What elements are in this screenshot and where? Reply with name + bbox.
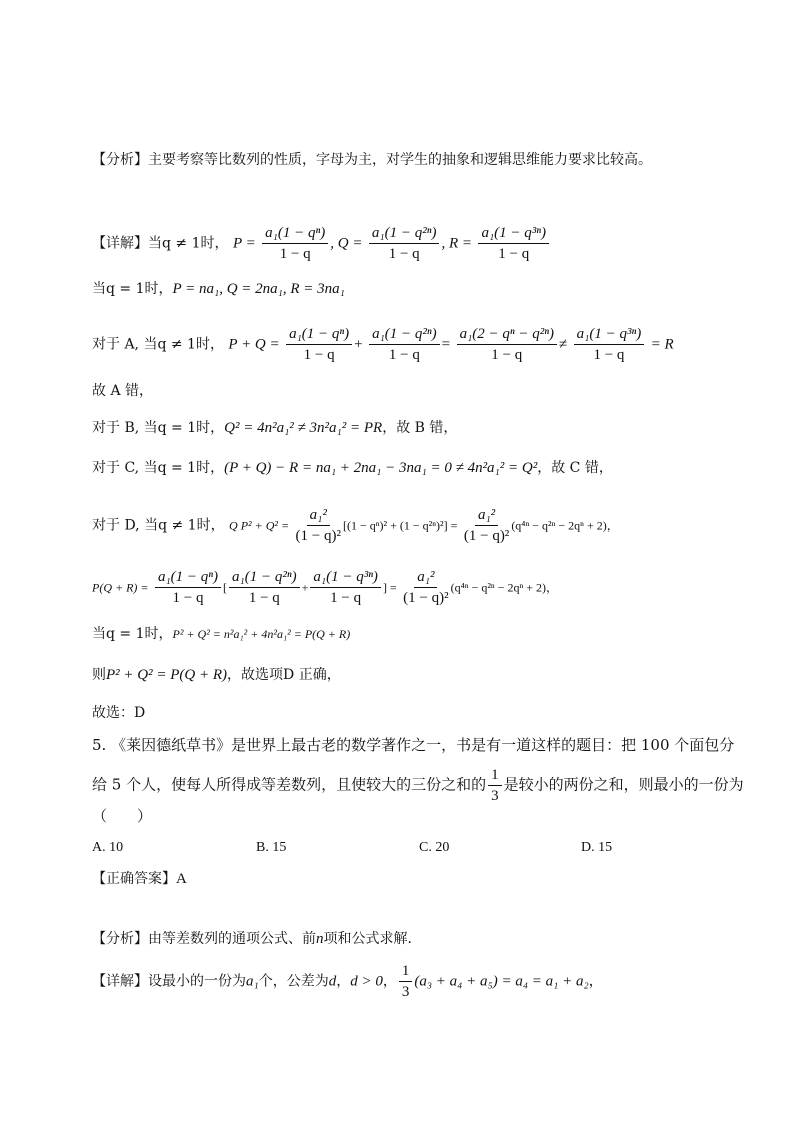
option-d-product: P(Q + R) = $\frac{\text{a₁(1 − qⁿ)}}{1 - q}$ [ $\frac{\text{a₁(1 − q²ⁿ)}}{1 - q}$ + $\frac{\text{a₁(1 − q³ⁿ)}}{1 - q}$ ] = $\frac{\text{a₁²}}{\text{(1 − q)²}}$ (q⁴ⁿ − q²ⁿ − 2qⁿ + 2)， [92, 569, 559, 606]
fraction: $\frac{\text{a₁(1 − q³ⁿ)}}{1 - q}$ [310, 568, 381, 607]
fraction: $\frac{\text{a₁(1 − qⁿ)}}{1 - q}$ [286, 325, 352, 364]
choice-a: A. 10 [92, 840, 124, 855]
fraction: $\frac{\text{a₁(1 − qⁿ)}}{1 - q}$ [155, 568, 221, 607]
answer-line: 故选：D [92, 705, 146, 721]
option-a-analysis: 对于 A, 当q ≠ 1时， P + Q = $\frac{\text{a₁(1 − qⁿ)}}{1 - q}$ + $\frac{\text{a₁(1 − q²ⁿ)}}{1 - q}$ = $\frac{\text{a₁(2 − qⁿ − q²ⁿ)}}{1 - q}$ ≠ $\frac{\text{a₁(1 − q³ⁿ)}}{1 - q}$ = R [92, 326, 674, 363]
fraction: $\frac{\text{a₁²}}{\text{(1 − q)²}}$ [463, 507, 510, 544]
analysis-tag: 【分析】 [92, 152, 148, 168]
option-d-q-eq-1: 当q = 1时，P² + Q² = n²a₁² + 4n²a₁² = P(Q + R) [92, 626, 351, 642]
fraction-P: $\frac{\text{a₁(1 − qⁿ)}}{1 - q}$ [262, 224, 328, 263]
analysis-text: 主要考察等比数列的性质，字母为主，对学生的抽象和逻辑思维能力要求比较高。 [148, 152, 652, 168]
detail-paragraph: 【详解】当q ≠ 1时， P = $\frac{\text{a₁(1 − qⁿ)}}{1 - q}$ , Q = $\frac{\text{a₁(1 − q²ⁿ)}}{1 - q}$ , R = $\frac{\text{a₁(1 − q³ⁿ)}}{1 - q}$ [92, 224, 754, 263]
choice-d: D. 15 [581, 840, 613, 855]
detail-tag: 【详解】 [92, 235, 148, 252]
option-d-conclusion: 则P² + Q² = P(Q + R)，故选项D 正确， [92, 667, 341, 683]
detail-2: 【详解】设最小的一份为a₁个，公差为d，d > 0， $\frac{1}{3}$ (a₃ + a₄ + a₅) = a₄ = a₁ + a₂， [92, 963, 603, 1000]
fraction-R: $\frac{\text{a₁(1 − q³ⁿ)}}{1 - q}$ [478, 224, 549, 263]
choice-c: C. 20 [419, 840, 450, 855]
formula: P = na₁, Q = 2na₁, R = 3na₁ [172, 281, 345, 297]
question-5-line-1: 5. 《莱因德纸草书》是世界上最古老的数学著作之一，书是有一道这样的题目：把 100 个面包分 [92, 736, 735, 754]
fraction: $\frac{\text{a₁²}}{\text{(1 − q)²}}$ [295, 507, 341, 544]
fraction: $\frac{\text{a₁²}}{\text{(1 − q)²}}$ [403, 569, 449, 606]
analysis-paragraph [92, 150, 754, 170]
fraction: $\frac{\text{a₁(1 − q³ⁿ)}}{1 - q}$ [574, 325, 645, 364]
option-c-analysis: 对于 C, 当q = 1时，(P + Q) − R = na₁ + 2na₁ − 3na₁ = 0 ≠ 4n²a₁² = Q²，故 C 错， [92, 460, 613, 476]
question-5-line-2: 给 5 个人，使每人所得成等差数列，且使较大的三份之和的 $\frac{1}{3}$ 是较小的两份之和，则最小的一份为 [92, 767, 744, 804]
fraction: $\frac{\text{a₁(1 − q²ⁿ)}}{1 - q}$ [229, 568, 300, 607]
fraction-one-third: $\frac{1}{3}$ [488, 766, 502, 805]
fraction-Q: $\frac{\text{a₁(1 − q²ⁿ)}}{1 - q}$ [369, 224, 440, 263]
fraction: $\frac{\text{a₁(2 − qⁿ − q²ⁿ)}}{1 - q}$ [457, 325, 557, 364]
fraction-one-third: $\frac{1}{3}$ [399, 962, 413, 1001]
choice-b: B. 15 [256, 840, 287, 855]
detail-condition: 当q ≠ 1时， [148, 235, 229, 252]
question-5-bracket: （ ） [92, 807, 153, 825]
case-q-eq-1: 当q = 1时，P = na₁, Q = 2na₁, R = 3na₁ [92, 281, 345, 297]
option-a-conclusion: 故 A 错， [92, 383, 154, 399]
option-d-analysis: 对于 D, 当q ≠ 1时， Q P² + Q² = $\frac{\text{a₁²}}{\text{(1 − q)²}}$ [(1 − qⁿ)² + (1 − q²ⁿ)²] = $\frac{\text{a₁²}}{\text{(1 − q)²}}$ (q⁴ⁿ − q²ⁿ − 2qⁿ + 2)， [92, 507, 619, 544]
correct-answer: 【正确答案】A [92, 871, 187, 887]
option-b-analysis: 对于 B, 当q = 1时，Q² = 4n²a₁² ≠ 3n²a₁² = PR，故 B 错， [92, 420, 458, 436]
fraction: $\frac{\text{a₁(1 − q²ⁿ)}}{1 - q}$ [369, 325, 440, 364]
analysis-2: 【分析】由等差数列的通项公式、前n项和公式求解． [92, 931, 422, 947]
